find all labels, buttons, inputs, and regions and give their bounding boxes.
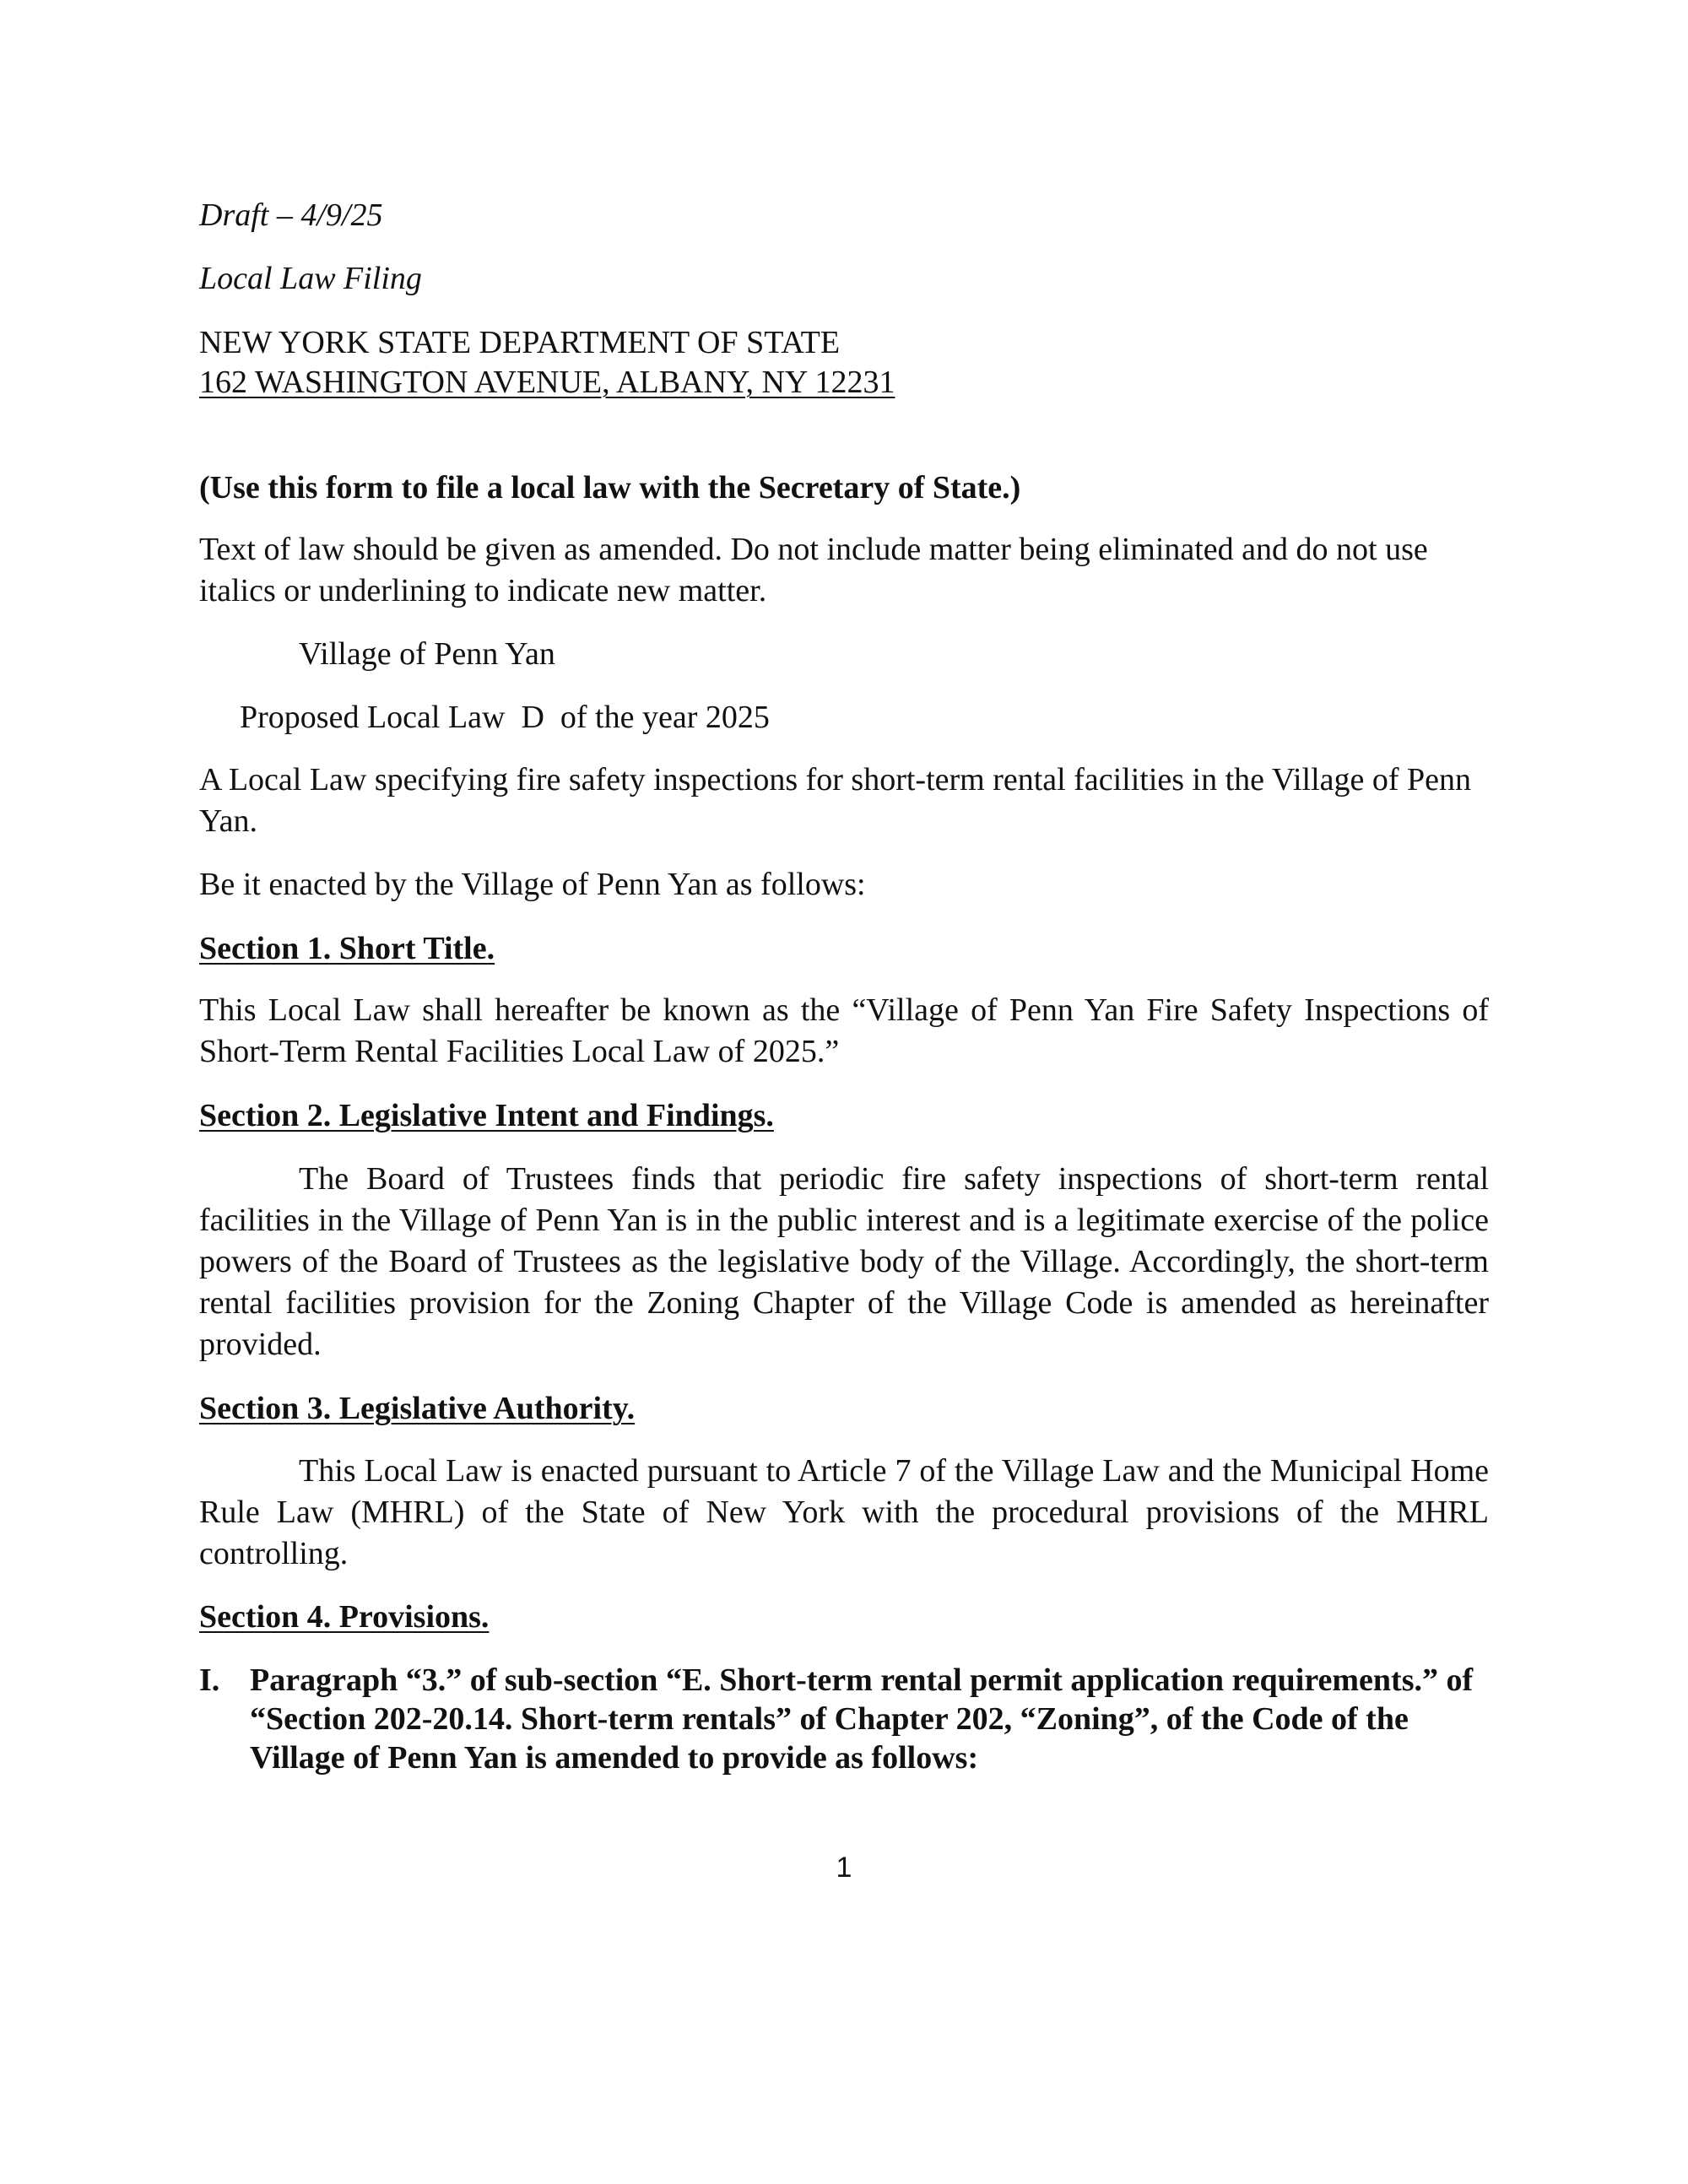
section-3-heading: Section 3. Legislative Authority. <box>199 1391 636 1426</box>
department-address: 162 WASHINGTON AVENUE, ALBANY, NY 12231 <box>199 365 895 400</box>
provision-item <box>199 1661 1489 1777</box>
form-instruction: (Use this form to file a local law with the Secretary of State.) <box>199 470 1021 505</box>
section-4-heading: Section 4. Provisions. <box>199 1599 490 1635</box>
municipality-name: Village of Penn Yan <box>299 636 555 672</box>
provision-item-number: I. <box>199 1662 220 1698</box>
text-instruction: Text of law should be given as amended. Do not include matter being eliminated and do not use italics or underlining to indicate new matter. <box>199 532 1428 608</box>
section-2-heading: Section 2. Legislative Intent and Findings. <box>199 1098 774 1133</box>
section-2-body: The Board of Trustees finds that periodic fire safety inspections of short-term rental facilities in the Village of Penn Yan is in the public interest and is a legitimate exercise of the police powers of the Board of Trustees as the legislative body of the Village. Accordingly, the short-term rental facilities provision for the Zoning Chapter of the Village Code is amended as hereinafter provided. <box>199 1161 1489 1362</box>
section-1-heading: Section 1. Short Title. <box>199 931 495 966</box>
section-3-body: This Local Law is enacted pursuant to Article 7 of the Village Law and the Municipal Home Rule Law (MHRL) of the State of New York with the procedural provisions of the MHRL controlling. <box>199 1453 1489 1571</box>
law-identifier: Proposed Local Law D of the year 2025 <box>240 700 770 735</box>
department-name: NEW YORK STATE DEPARTMENT OF STATE <box>199 325 841 360</box>
filing-label: Local Law Filing <box>199 261 422 296</box>
provision-item-text: Paragraph “3.” of sub-section “E. Short-term rental permit application requirements.” of “Section 202-20.14. Short-term rentals” of Chapter 202, “Zoning”, of the Code of the Village of Penn Yan is amended to provide as follows: <box>250 1662 1474 1776</box>
draft-date: Draft – 4/9/25 <box>199 197 383 233</box>
page-number: 1 <box>836 1852 852 1884</box>
enacting-clause: Be it enacted by the Village of Penn Yan as follows: <box>199 867 866 902</box>
section-1-body: This Local Law shall hereafter be known as the “Village of Penn Yan Fire Safety Inspections of Short-Term Rental Facilities Local Law of 2025.” <box>199 992 1489 1069</box>
law-title: A Local Law specifying fire safety inspections for short-term rental facilities in the Village of Penn Yan. <box>199 762 1472 839</box>
